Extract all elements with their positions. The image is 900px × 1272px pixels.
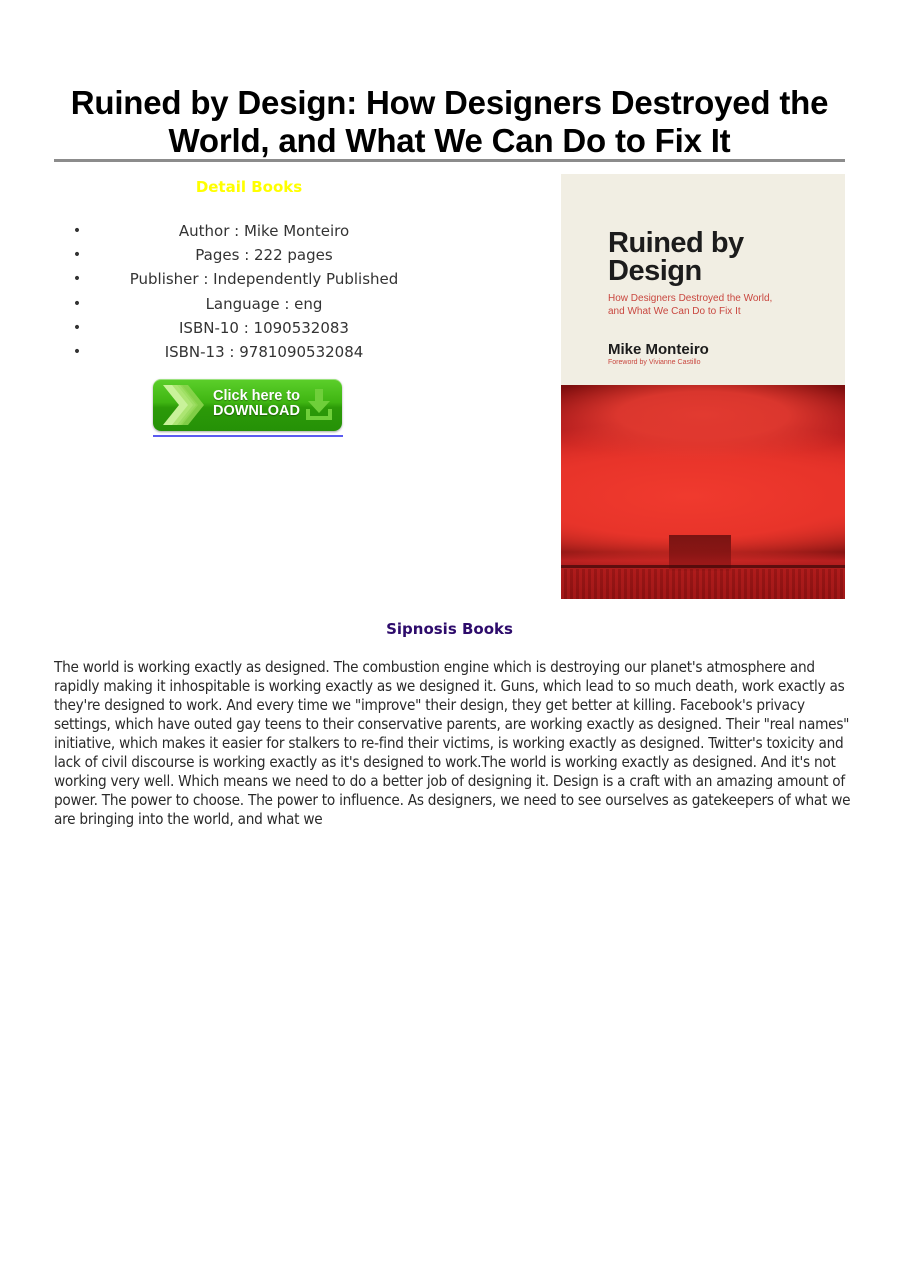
bullet-icon: • (72, 247, 82, 264)
detail-item-pages (54, 243, 474, 267)
bullet-icon: • (72, 319, 82, 336)
bullet-icon: • (72, 271, 82, 288)
cover-horizon (561, 565, 845, 568)
download-button-label (213, 389, 308, 419)
cover-title-line1: Ruined by (608, 227, 744, 259)
detail-item-isbn10 (54, 316, 474, 340)
bullet-icon: • (72, 223, 82, 239)
cover-author: Mike Monteiro (608, 341, 709, 358)
download-arrow-icon (305, 389, 333, 421)
detail-item-isbn13 (54, 340, 474, 364)
synopsis-body: The world is working exactly as designed. The combustion engine which is destroying our planet's atmosphere and rapidly making it inhospitable is working exactly as we designed it. Guns, which lead to so much death, work exactly as they're designed to work. And every time we "improve" their design, they get better at killing. Facebook's privacy settings, which have outed gay teens to their conservative parents, are working exactly as designed. Their "real names" initiative, which makes it easier for stalkers to re-find their victims, is working exactly as designed. Twitter's toxicity and lack of civil discourse is working exactly as it's designed to work.The world is working exactly as designed. And it's not working very well. Which means we need to do a better job of designing it. Design is a craft with an amazing amount of power. The power to choose. The power to influence. As designers, we need to see ourselves as gatekeepers of what we are bringing into the world, and what we (54, 658, 851, 828)
bullet-icon: • (72, 295, 82, 312)
download-button[interactable] (153, 379, 342, 431)
cover-subtitle-line2: and What We Can Do to Fix It (608, 306, 741, 317)
cover-foreword: Foreword by Vivianne Castillo (608, 359, 701, 366)
detail-text: Author : Mike Monteiro (178, 222, 350, 240)
detail-text: ISBN-13 : 9781090532084 (164, 342, 364, 361)
detail-item-publisher (54, 267, 474, 291)
cover-sea (561, 569, 845, 599)
download-link-underline (153, 435, 343, 437)
title-divider (54, 159, 845, 162)
cover-mushroom-cloud-art (561, 385, 845, 599)
chevron-arrows-icon (163, 385, 213, 425)
bullet-icon: • (72, 343, 82, 360)
cover-subtitle-line1: How Designers Destroyed the World, (608, 293, 773, 304)
detail-text: ISBN-10 : 1090532083 (179, 318, 349, 337)
cover-title (608, 229, 744, 285)
detail-text: Publisher : Independently Published (129, 270, 399, 289)
detail-text: Language : eng (205, 294, 323, 313)
download-line2: DOWNLOAD (213, 403, 300, 419)
synopsis-heading: Sipnosis Books (386, 620, 513, 638)
detail-text: Pages : 222 pages (195, 246, 333, 265)
book-cover-image (561, 174, 845, 599)
detail-books-heading: Detail Books (195, 178, 303, 196)
download-line1: Click here to (213, 388, 301, 404)
document-title: Ruined by Design: How Designers Destroyed the World, and What We Can Do to Fix It (70, 84, 829, 159)
book-details-list (54, 219, 474, 364)
cover-subtitle (608, 292, 828, 318)
cover-title-line2: Design (608, 255, 702, 287)
detail-item-author (54, 219, 474, 243)
detail-item-language (54, 292, 474, 316)
